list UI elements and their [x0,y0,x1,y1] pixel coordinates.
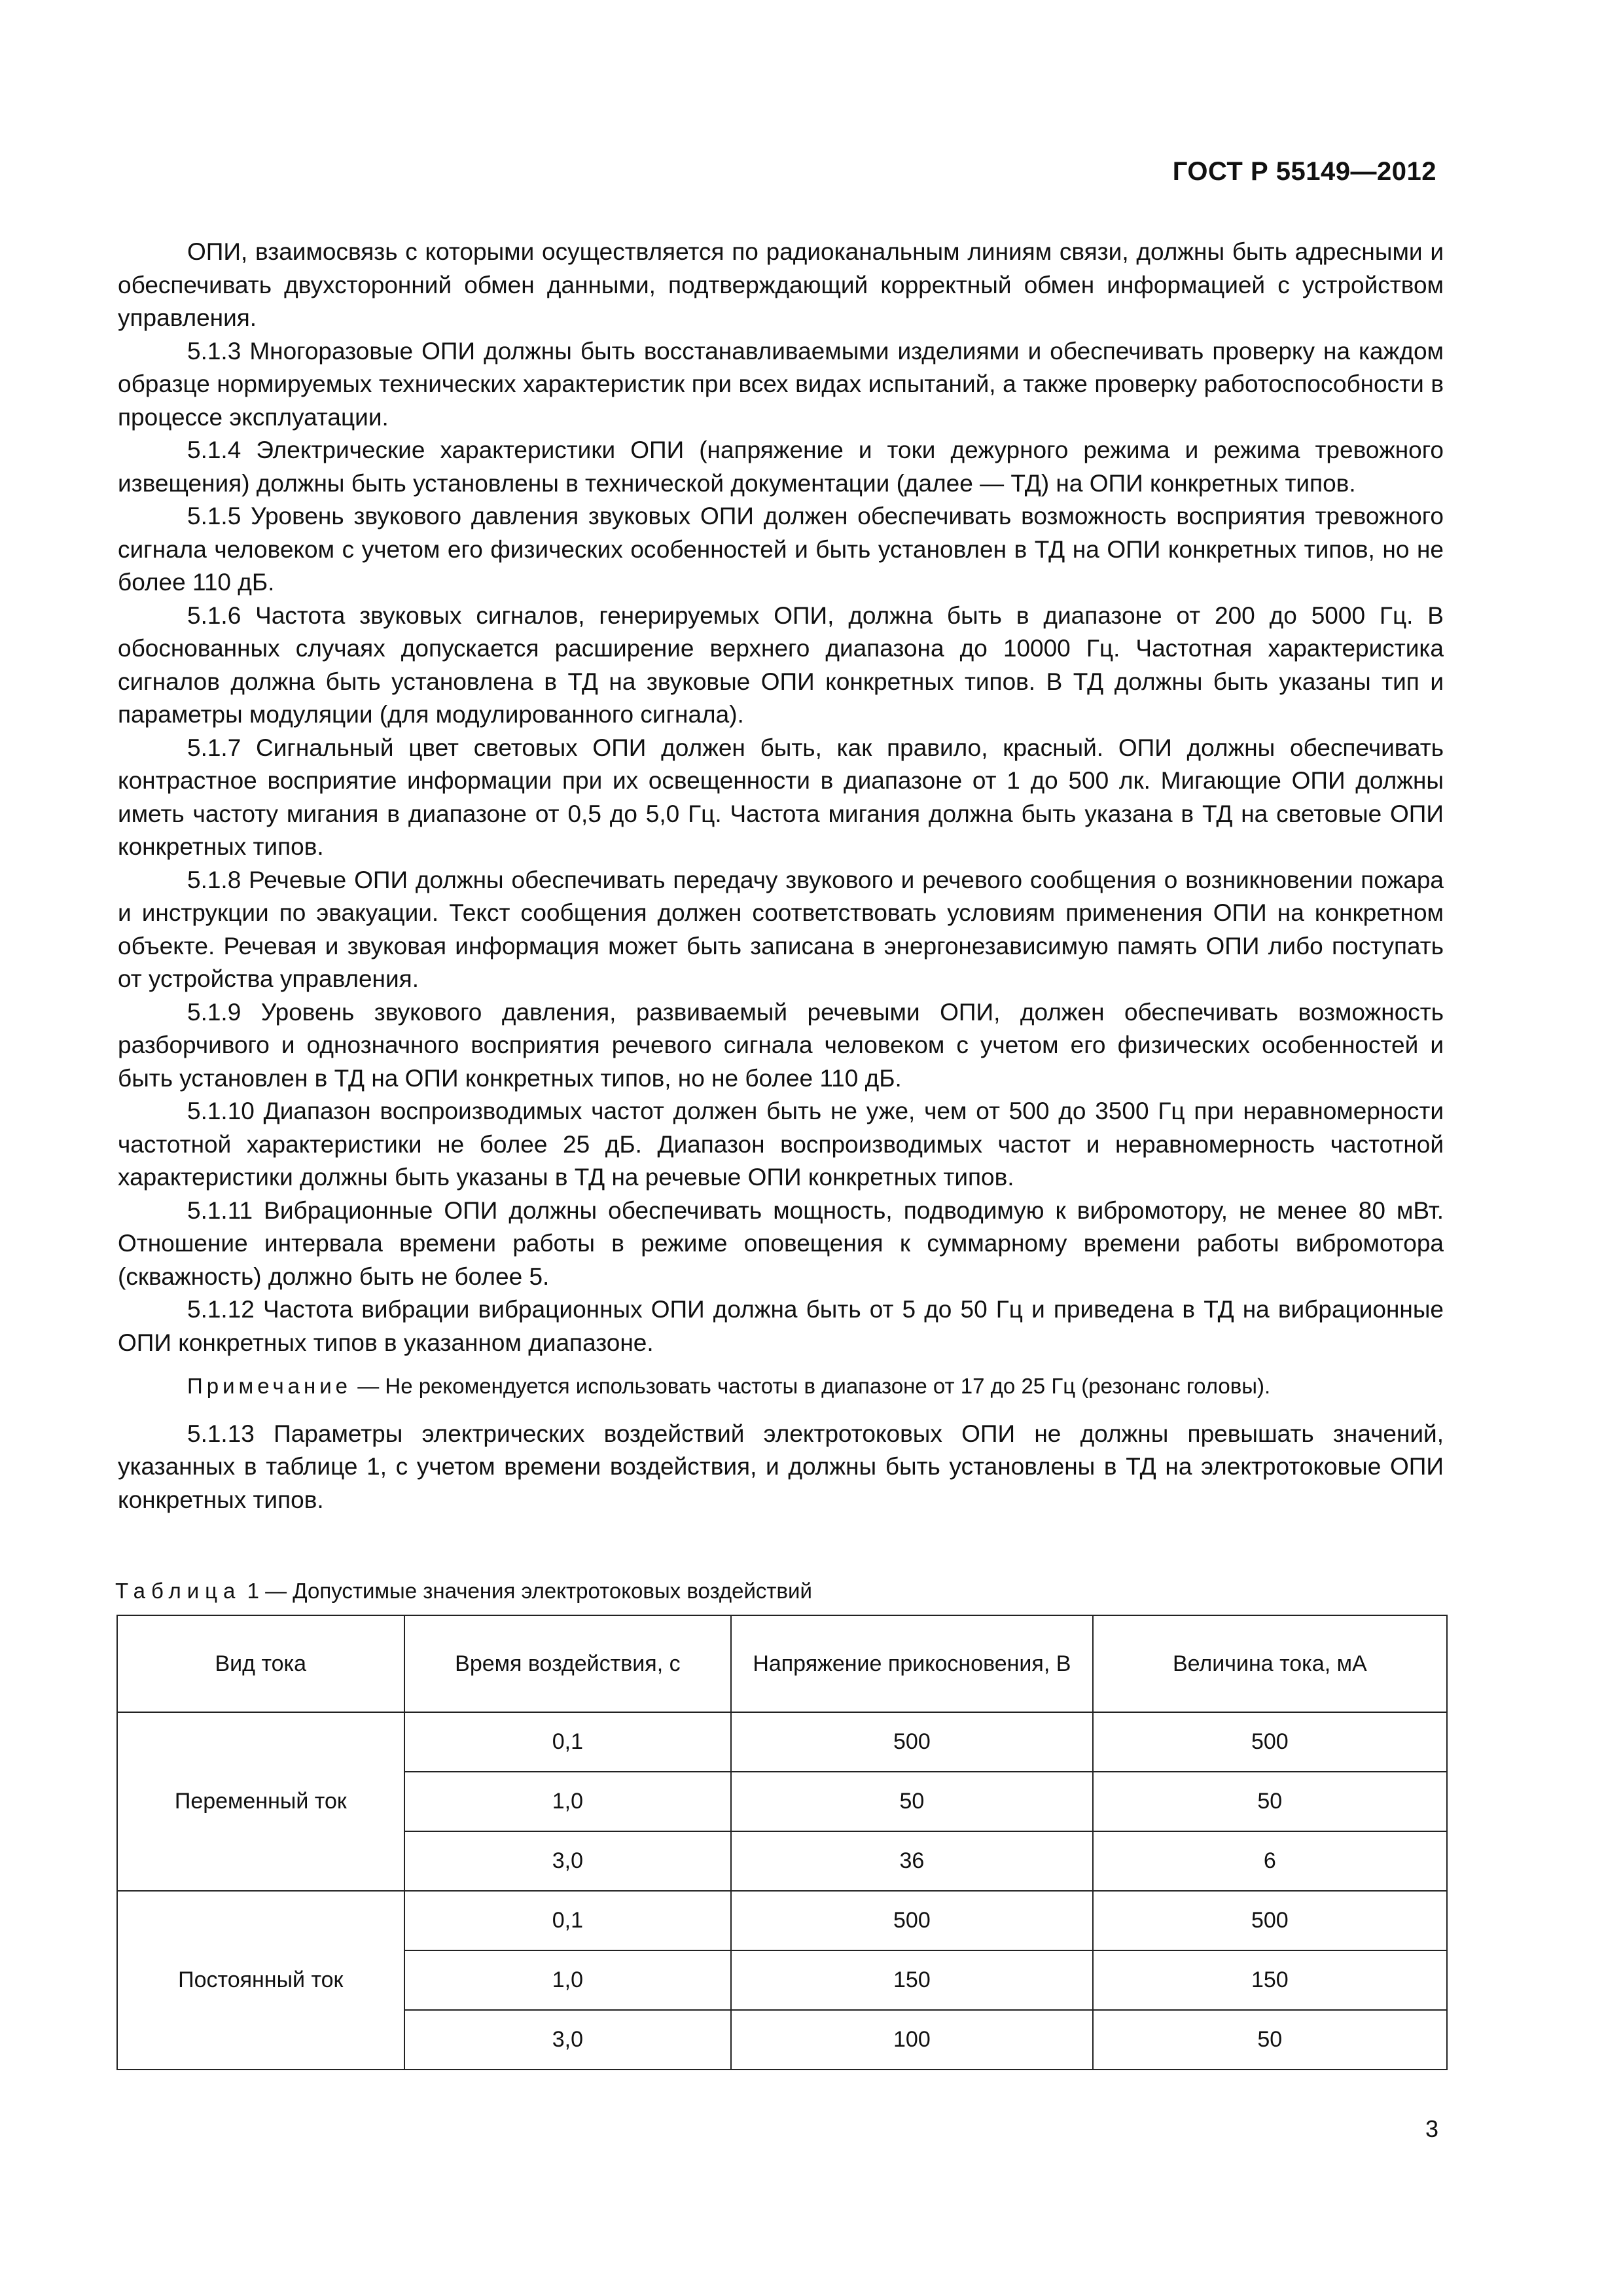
table-cell: 150 [1093,1950,1447,2010]
column-header: Время воздействия, с [404,1615,732,1712]
table-cell: 6 [1093,1831,1447,1891]
table-cell: 50 [731,1772,1092,1831]
table-cell: 3,0 [404,1831,732,1891]
paragraph: 5.1.5 Уровень звукового давления звуковых ОПИ должен обеспечивать возможность восприятия тревожного сигнала человеком с учетом его физических особенностей и быть установлен в ТД на ОПИ конкретных типов, но не более 110 дБ. [118,503,1444,596]
table-cell: 100 [731,2010,1092,2070]
paragraph: 5.1.13 Параметры электрических воздействий электротоковых ОПИ не должны превышать значений, указанных в таблице 1, с учетом времени воздействия, и должны быть установлены в ТД на электротоковые ОПИ конкретных типов. [118,1420,1444,1513]
current-type-cell: Постоянный ток [117,1891,404,2070]
table-cell: 150 [731,1950,1092,2010]
table-row [117,1712,1447,1772]
table-cell: 500 [1093,1891,1447,1950]
paragraph: 5.1.3 Многоразовые ОПИ должны быть восстанавливаемыми изделиями и обеспечивать проверку на каждом образце нормируемых технических характеристик при всех видах испытаний, а также проверку работоспособности в процессе эксплуатации. [118,337,1444,431]
table-caption [115,1579,812,1604]
paragraph: 5.1.6 Частота звуковых сигналов, генерируемых ОПИ, должна быть в диапазоне от 200 до 5000 Гц. В обоснованных случаях допускается расширение верхнего диапазона до 10000 Гц. Частотная характеристика сигналов должна быть установлена в ТД на звуковые ОПИ конкретных типов. В ТД должны быть указаны тип и параметры модуляции (для модулированного сигнала). [118,601,1444,728]
table-cell: 500 [731,1891,1092,1950]
table-caption-label: Таблица [115,1579,241,1603]
table-row [117,1891,1447,1950]
paragraph: 5.1.12 Частота вибрации вибрационных ОПИ должна быть от 5 до 50 Гц и приведена в ТД на вибрационные ОПИ конкретных типов в указанном диапазоне. [118,1296,1444,1356]
column-header: Величина тока, мА [1093,1615,1447,1712]
note-text: — Не рекомендуется использовать частоты в диапазоне от 17 до 25 Гц (резонанс головы). [357,1374,1271,1398]
table-cell: 36 [731,1831,1092,1891]
column-header: Вид тока [117,1615,404,1712]
table-header-row [117,1615,1447,1712]
data-table [116,1615,1448,2070]
paragraph: 5.1.7 Сигнальный цвет световых ОПИ должен быть, как правило, красный. ОПИ должны обеспечивать контрастное восприятие информации при их освещенности в диапазоне от 1 до 500 лк. Мигающие ОПИ должны иметь частоту мигания в диапазоне от 0,5 до 5,0 Гц. Частота мигания должна быть указана в ТД на световые ОПИ конкретных типов. [118,734,1444,860]
table-cell: 1,0 [404,1950,732,2010]
paragraph: 5.1.8 Речевые ОПИ должны обеспечивать передачу звукового и речевого сообщения о возникновении пожара и инструкции по эвакуации. Текст сообщения должен соответствовать условиям применения ОПИ на конкретном объекте. Речевая и звуковая информация может быть записана в энергонезависимую память ОПИ либо поступать от устройства управления. [118,866,1444,992]
paragraph: 5.1.11 Вибрационные ОПИ должны обеспечивать мощность, подводимую к вибромотору, не менее 80 мВт. Отношение интервала времени работы в режиме оповещения к суммарному времени работы вибромотора (скважность) должно быть не более 5. [118,1196,1444,1290]
table-cell: 3,0 [404,2010,732,2070]
note [118,1370,1444,1403]
paragraph: 5.1.10 Диапазон воспроизводимых частот должен быть не уже, чем от 500 до 3500 Гц при неравномерности частотной характеристики не более 25 дБ. Диапазон воспроизводимых частот и неравномерность частотной характеристики должны быть указаны в ТД на речевые ОПИ конкретных типов. [118,1098,1444,1191]
column-header: Напряжение прикосновения, В [731,1615,1092,1712]
table-cell: 500 [731,1712,1092,1772]
table-cell: 500 [1093,1712,1447,1772]
paragraph: 5.1.4 Электрические характеристики ОПИ (напряжение и токи дежурного режима и режима тревожного извещения) должны быть установлены в технической документации (далее — ТД) на ОПИ конкретных типов. [118,437,1444,497]
table-cell: 0,1 [404,1712,732,1772]
document-header: ГОСТ Р 55149—2012 [1172,157,1436,186]
body-text [118,236,1444,1516]
table-caption-text: 1 — Допустимые значения электротоковых воздействий [247,1579,812,1603]
current-type-cell: Переменный ток [117,1712,404,1891]
paragraph: 5.1.9 Уровень звукового давления, развиваемый речевыми ОПИ, должен обеспечивать возможность разборчивого и однозначного восприятия речевого сигнала человеком с учетом его физических особенностей и быть установлен в ТД на ОПИ конкретных типов, но не более 110 дБ. [118,998,1444,1092]
paragraph: ОПИ, взаимосвязь с которыми осуществляется по радиоканальным линиям связи, должны быть адресными и обеспечивать двухсторонний обмен данными, подтверждающий корректный обмен информацией с устройством управления. [118,238,1444,331]
table-cell: 50 [1093,1772,1447,1831]
note-label: Примечание [187,1374,352,1398]
table-cell: 0,1 [404,1891,732,1950]
page-number: 3 [1425,2115,1438,2142]
table-cell: 1,0 [404,1772,732,1831]
table-cell: 50 [1093,2010,1447,2070]
